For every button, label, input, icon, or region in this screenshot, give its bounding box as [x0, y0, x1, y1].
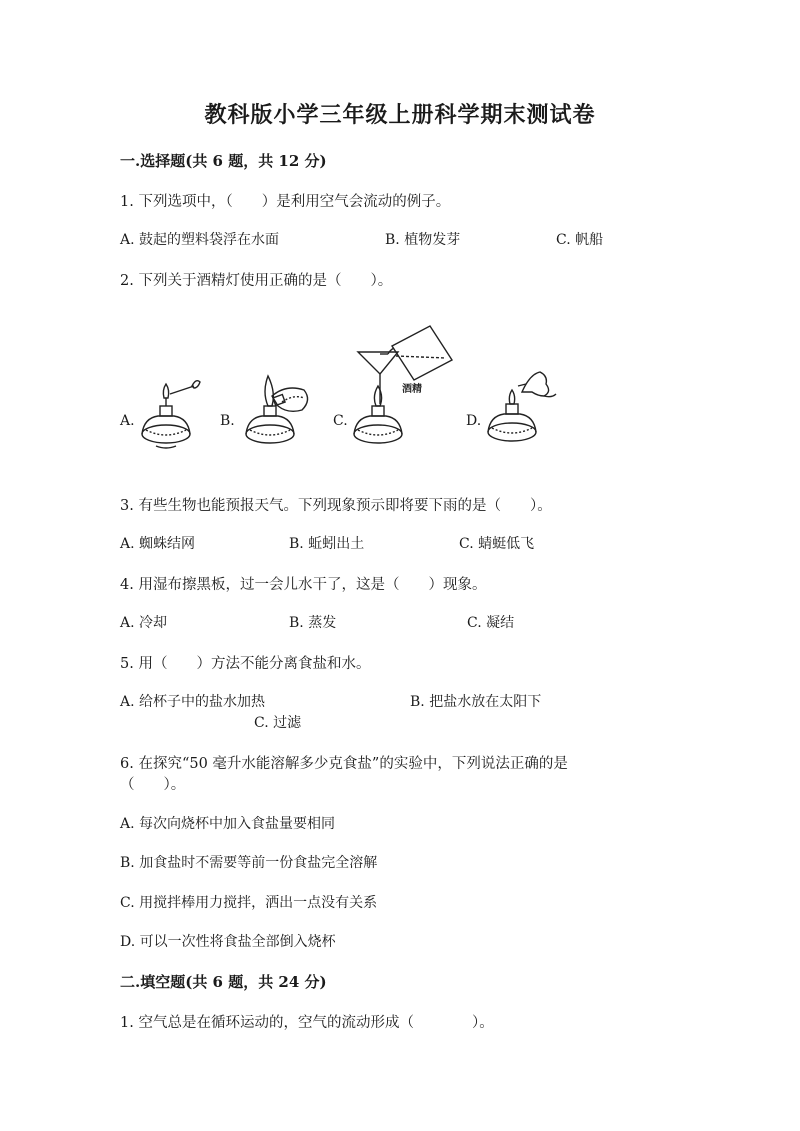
fill-question-1-stem: 1. 空气总是在循环运动的，空气的流动形成（ ）。	[120, 1015, 494, 1031]
q6-option-c[interactable]: C. 用搅拌棒用力搅拌，洒出一点没有关系	[120, 895, 378, 911]
q1-option-b[interactable]: B. 植物发芽	[385, 232, 461, 248]
question-5-stem: 5. 用（ ）方法不能分离食盐和水。	[120, 656, 371, 672]
q2-figure-label-a[interactable]: A.	[120, 413, 135, 429]
q2-figure-c-caption: 酒精	[402, 384, 422, 395]
q1-option-c[interactable]: C. 帆船	[556, 232, 604, 248]
q2-figure-b-lamp-to-lamp	[238, 366, 318, 452]
q4-option-b[interactable]: B. 蒸发	[289, 615, 337, 631]
q2-figure-a-lamp-match	[136, 372, 206, 452]
q6-option-a[interactable]: A. 每次向烧杯中加入食盐量要相同	[120, 816, 336, 832]
question-2-stem: 2. 下列关于酒精灯使用正确的是（ ）。	[120, 273, 393, 289]
question-3-stem: 3. 有些生物也能预报天气。下列现象预示即将要下雨的是（ ）。	[120, 498, 552, 514]
q2-figure-label-d[interactable]: D.	[466, 413, 482, 429]
q2-figure-d-blow-out	[482, 366, 558, 452]
q5-option-c[interactable]: C. 过滤	[254, 715, 302, 731]
question-1-stem: 1. 下列选项中，（ ）是利用空气会流动的例子。	[120, 194, 451, 210]
q2-figure-label-b[interactable]: B.	[220, 413, 235, 429]
section-heading-choice: 一.选择题(共 6 题，共 12 分)	[120, 152, 327, 170]
q3-option-c[interactable]: C. 蜻蜓低飞	[459, 536, 535, 552]
q6-option-b[interactable]: B. 加食盐时不需要等前一份食盐完全溶解	[120, 855, 378, 871]
q2-figure-label-c[interactable]: C.	[333, 413, 348, 429]
q5-option-a[interactable]: A. 给杯子中的盐水加热	[120, 694, 266, 710]
q4-option-c[interactable]: C. 凝结	[467, 615, 515, 631]
question-4-stem: 4. 用湿布擦黑板，过一会儿水干了，这是（ ）现象。	[120, 577, 487, 593]
section-heading-fill-in: 二.填空题(共 6 题，共 24 分)	[120, 973, 327, 991]
question-6-stem-line1: 6. 在探究“50 毫升水能溶解多少克食盐”的实验中，下列说法正确的是	[120, 756, 568, 772]
page-title: 教科版小学三年级上册科学期末测试卷	[204, 102, 596, 128]
q5-option-b[interactable]: B. 把盐水放在太阳下	[410, 694, 542, 710]
q4-option-a[interactable]: A. 冷却	[120, 615, 168, 631]
q1-option-a[interactable]: A. 鼓起的塑料袋浮在水面	[120, 232, 280, 248]
q3-option-a[interactable]: A. 蜘蛛结网	[120, 536, 196, 552]
question-6-stem-line2: （ ）。	[120, 777, 186, 793]
q6-option-d[interactable]: D. 可以一次性将食盐全部倒入烧杯	[120, 934, 336, 950]
q3-option-b[interactable]: B. 蚯蚓出土	[289, 536, 365, 552]
q2-figure-c-funnel-pour	[352, 318, 462, 452]
